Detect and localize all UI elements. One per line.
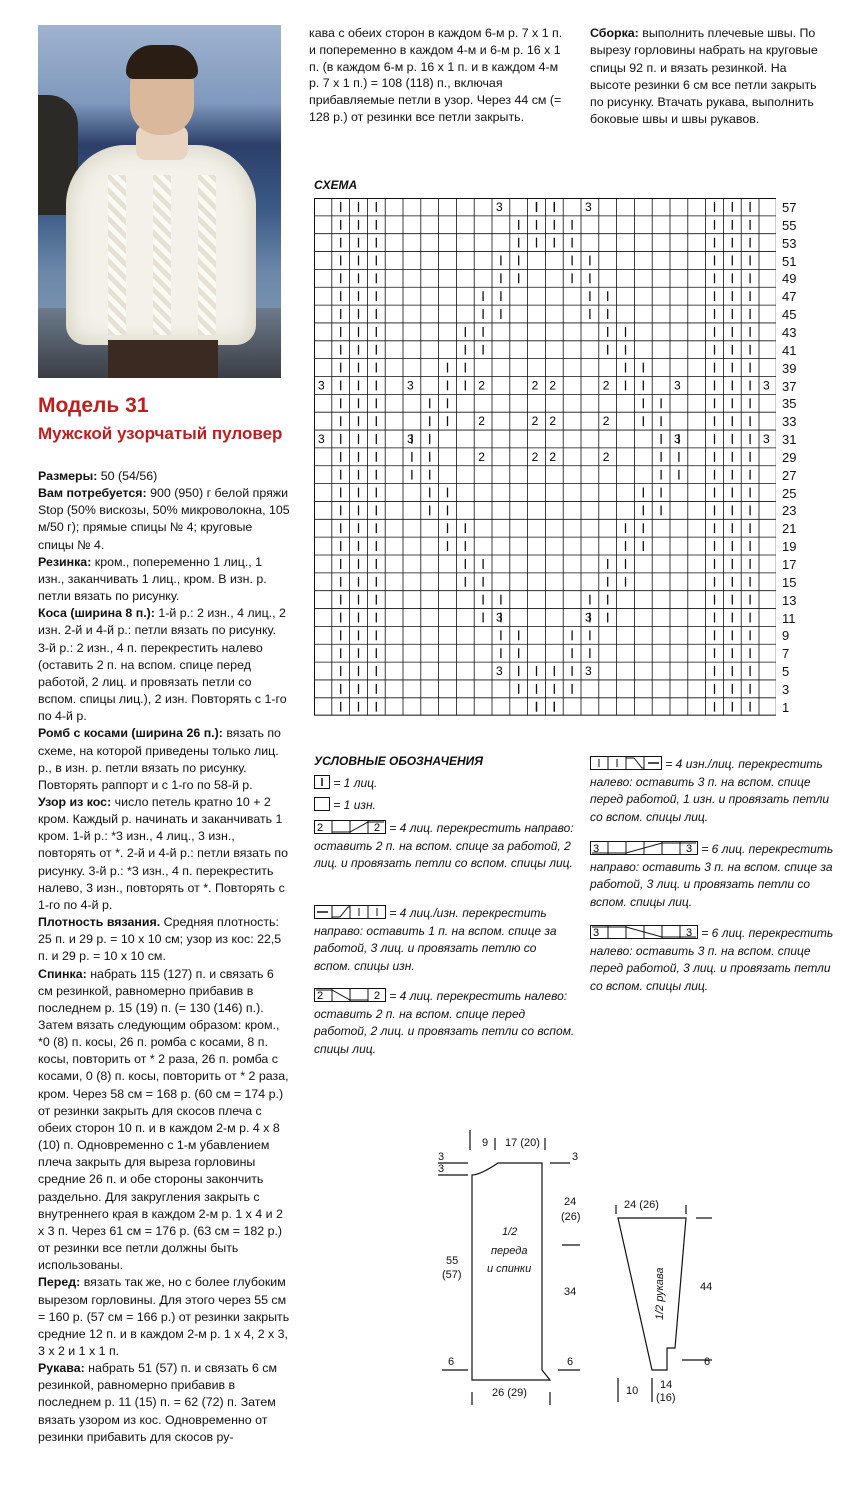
cable-left-purl-knit-icon [590,756,662,770]
cable-count-label: 2 [602,378,610,393]
cable-count-label: 3 [585,664,592,679]
sleeve-outline [618,1218,686,1370]
cable-count-label: 3 [763,378,770,393]
svg-text:17 (20): 17 (20) [505,1137,540,1149]
cable-count-label: 3 [407,378,414,393]
svg-text:26 (29): 26 (29) [492,1387,527,1399]
svg-text:2: 2 [317,990,324,1002]
row-number: 45 [782,307,797,323]
svg-text:3: 3 [686,843,693,855]
paragraph-cable-pattern: Узор из кос: число петель кратно 10 + 2 кром. Каждый р. начинать и заканчивать 1 кром. 1-й р.: *3 изн., 4 лиц., 3 изн., повторять от *. 2-й и 4-й р.: петли вязать по рисунку. 3-й р.: *3 изн., 4 п. перекрестить налево, 3 изн., повторять от *. Повторять с 1-го по 4-й р. [38,794,288,912]
row-number: 19 [782,539,797,555]
row-number: 53 [782,235,797,251]
cable-count-label: 2 [478,378,485,393]
legend-cross-left-4: 2 2 = 4 лиц. перекрестить налево: оставить 2 п. на вспом. спице перед работой, 2 лиц. и провязать петли со вспом. спицы лиц. [314,989,575,1056]
cable-count-label: 2 [549,378,557,393]
paragraph-materials: Вам потребуется: 900 (950) г белой пряжи Stop (50% вискозы, 50% микроволокна, 105 м/50 г); прямые спицы № 4; круговые спицы № 4. [38,486,290,552]
row-number: 7 [782,646,790,662]
paragraph-front: Перед: вязать так же, но с более глубоким вырезом горловины. Для этого через 55 см = 160 р. (57 см = 166 р.) от резинки закрыть средние 12 п. и в каждом 2-м р. 1 х 4, 2 х 3, 3 х 2 и 1 х 1 п. [38,1275,290,1358]
svg-text:9: 9 [482,1137,489,1149]
cable-right-4-icon [314,820,386,834]
svg-text:44: 44 [700,1281,713,1293]
paragraph-sleeves: Рукава: набрать 51 (57) п. и связать 6 см резинкой, равномерно прибавив в последнем р. 11 (15) п. = 62 (72) п. Затем вязать узором из кос. Одновременно от резинки прибавить для скосов ру- [38,1361,278,1444]
legend-cross-right-4: 2 2 = 4 лиц. перекрестить направо: оставить 2 п. на вспом. спице за работой, 2 лиц. и провязать петли со вспом. спицы лиц. [314,821,574,871]
row-number: 13 [782,592,797,608]
cable-left-6-icon [590,925,698,939]
svg-text:6: 6 [448,1356,455,1368]
row-number: 5 [782,664,790,680]
cable-count-label: 2 [549,449,557,464]
row-number: 39 [782,360,797,376]
cable-count-label: 3 [674,432,681,447]
cable-right-knit-purl-icon [314,905,386,919]
svg-text:3: 3 [438,1163,445,1175]
row-number: 51 [782,253,797,269]
paragraph-sizes: Размеры: 50 (54/56) [38,469,158,483]
paragraph-gauge: Плотность вязания. Средняя плотность: 25 п. и 29 р. = 10 х 10 см; узор из кос: 22,5 п. и 29 р. = 10 х 10 см. [38,915,282,964]
row-number: 55 [782,217,797,233]
row-number: 37 [782,378,797,394]
cable-count-label: 2 [602,414,610,429]
svg-text:(57): (57) [442,1269,462,1281]
cable-count-label: 3 [763,432,770,447]
svg-text:переда: переда [491,1245,528,1257]
svg-text:3: 3 [686,927,693,939]
cable-count-label: 3 [674,378,681,393]
instructions-column-1 [38,468,290,1446]
schema-title: СХЕМА [314,178,358,192]
svg-text:55: 55 [446,1255,459,1267]
svg-text:1/2: 1/2 [502,1226,518,1238]
row-number: 23 [782,503,797,519]
svg-text:(16): (16) [656,1392,676,1404]
cable-count-label: 2 [602,449,610,464]
garment-pattern-diagram [420,1130,740,1405]
row-number: 33 [782,414,797,430]
knitting-chart [314,198,776,716]
legend-cross-left-6: 3 3 = 6 лиц. перекрестить налево: оставить 3 п. на вспом. спице перед работой, 3 лиц. и провязать петли со вспом. спицы лиц. [590,926,834,993]
svg-text:14: 14 [660,1379,673,1391]
row-number: 43 [782,324,797,340]
row-number: 49 [782,271,797,287]
svg-text:10: 10 [626,1385,639,1397]
svg-text:2: 2 [374,822,381,834]
model-subtitle: Мужской узорчатый пуловер [38,424,283,443]
paragraph-back: Спинка: набрать 115 (127) п. и связать 6 см резинкой, равномерно прибавив в последнем р. 15 (19) п. (= 130 (146) п.). Затем вязать следующим образом: кром., *0 (8) п. косы, 26 п. ромба с косами, 8 п. косы, повторить от * 2 раза, 26 п. ромба с косами, 0 (8) п. косы, повторить от * 2 раза, кром. Через 58 см = 168 р. (60 см = 174 р.) от резинки закрыть для скосов плеча с обеих сторон 10 п. и в каждом 2-м р. 4 х 8 (10) п. Одновременно с 1-м убавлением плеча закрыть для выреза горловины средние 26 п. и обе стороны закончить раздельно. Для закругления закрыть с внутреннего края в каждом 2-м р. 1 х 4 и 2 х 3 п. Через 61 см = 176 р. (63 см = 182 р.) от резинки все петли должны быть использованы. [38,966,289,1273]
cable-count-label: 2 [478,449,485,464]
row-number: 47 [782,289,797,305]
svg-text:24: 24 [564,1196,577,1208]
cable-count-label: 2 [478,414,485,429]
model-title: Модель 31 [38,394,149,417]
cable-count-label: 3 [496,200,503,214]
paragraph-cable: Коса (ширина 8 п.): 1-й р.: 2 изн., 4 лиц., 2 изн. 2-й и 4-й р.: петли вязать по рисунку. 3-й р.: 2 изн., 4 п. перекрестить налево (оставить 2 п. на вспом. спице перед работой, 2 лиц. и провязать петли со вспом. спицы лиц.), 2 изн. Повторять с 1-го по 4-й р. [38,606,287,724]
cable-count-label: 3 [407,432,414,447]
instructions-column-2 [309,25,567,126]
svg-text:24 (26): 24 (26) [624,1199,659,1211]
svg-text:34: 34 [564,1286,577,1298]
svg-text:3: 3 [572,1151,579,1163]
row-number: 11 [782,610,796,626]
row-number: 31 [782,432,797,448]
cable-count-label: 2 [531,449,539,464]
svg-text:1/2 рукава: 1/2 рукава [654,1267,666,1320]
row-number: 17 [782,557,797,572]
cable-count-label: 3 [585,200,592,214]
row-number: 15 [782,574,797,590]
cable-left-4-icon [314,988,386,1002]
cable-count-label: 3 [496,664,503,679]
cable-count-label: 3 [318,378,325,393]
row-number: 57 [782,200,797,215]
instructions-column-3 [590,25,828,129]
svg-text:(26): (26) [561,1211,581,1223]
row-number: 29 [782,449,797,465]
legend-cross-left-4-purl: = 4 изн./лиц. перекрестить налево: оставить 3 п. на вспом. спице перед работой, 1 изн. и провязать петли со вспом. спицы лиц. [590,757,830,824]
legend-title: УСЛОВНЫЕ ОБОЗНАЧЕНИЯ [314,754,484,768]
paragraph-diamond: Ромб с косами (ширина 26 п.): вязать по схеме, на которой приведены только лиц. р., в изн. р. петли вязать по рисунку. Повторять раппорт и с 1-го по 58-й р. [38,726,281,792]
row-number: 35 [782,396,797,412]
svg-text:и спинки: и спинки [487,1263,532,1275]
cable-right-6-icon [590,841,698,855]
svg-text:6: 6 [567,1356,574,1368]
row-number: 41 [782,342,797,358]
svg-text:3: 3 [438,1151,445,1163]
cable-count-label: 2 [549,414,557,429]
cable-count-label: 3 [318,432,325,447]
row-number: 9 [782,628,790,644]
cable-count-label: 2 [531,414,539,429]
legend-cross-right-4-purl: = 4 лиц./изн. перекрестить направо: оставить 1 п. на вспом. спице за работой, 3 лиц. и провязать петлю со вспом. спицы изн. [314,906,557,973]
cable-count-label: 3 [585,610,592,625]
row-number: 1 [782,699,790,715]
legend-cross-right-6: 3 3 = 6 лиц. перекрестить направо: оставить 3 п. на вспом. спице за работой, 3 лиц. и провязать петли со вспом. спицы лиц. [590,842,834,909]
row-number: 25 [782,485,797,501]
legend-knit: = 1 лиц. [314,775,574,793]
cable-count-label: 3 [496,610,503,625]
legend-purl: = 1 изн. [314,797,574,815]
svg-text:2: 2 [317,822,324,834]
svg-text:2: 2 [374,990,381,1002]
cable-count-label: 2 [531,378,539,393]
svg-text:3: 3 [593,843,600,855]
row-number: 3 [782,681,790,697]
svg-text:6: 6 [704,1356,711,1368]
paragraph-rib: Резинка: кром., попеременно 1 лиц., 1 изн., заканчивать 1 лиц., кром. В изн. р. петли вязать по рисунку. [38,554,267,604]
paragraph-assembly: Сборка: выполнить плечевые швы. По вырезу горловины набрать на круговые спицы 92 п. и вязать резинкой. На высоте резинки 6 см все петли закрыть по рисунку. Втачать рукава, выполнить боковые швы и швы рукавов. [590,26,818,127]
svg-text:3: 3 [593,927,600,939]
row-number: 21 [782,521,797,537]
knit-stitch-icon [314,775,330,789]
model-photo [38,25,281,378]
purl-stitch-icon [314,797,330,811]
paragraph-sleeves-cont: кава с обеих сторон в каждом 6-м р. 7 х 1 п. и попеременно в каждом 4-м и 6-м р. 16 х 1 п. (в каждом 6-м р. 16 х 1 п. и в каждом 4-м р. 7 х 1 п.) = 108 (118) п., включая прибавляемые петли в узор. Через 44 см (= 128 р.) от резинки все петли закрыть. [309,26,563,124]
row-number: 27 [782,467,797,483]
